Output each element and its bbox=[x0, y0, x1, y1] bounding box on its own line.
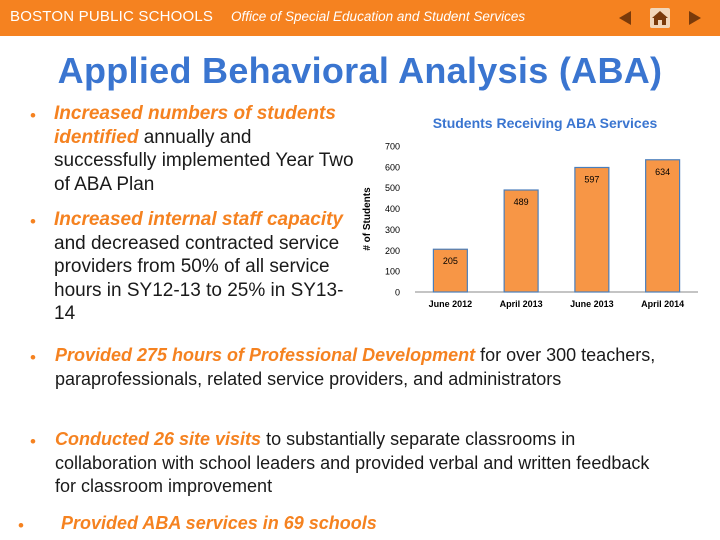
y-axis-label: # of Students bbox=[362, 187, 373, 251]
data-label: 489 bbox=[513, 197, 529, 208]
bullet-marker: • bbox=[30, 432, 36, 451]
bullet-text: annually and successfully implemented Year Two of ABA Plan bbox=[54, 126, 354, 195]
data-label: 634 bbox=[655, 166, 671, 177]
page-title: Applied Behavioral Analysis (ABA) bbox=[57, 50, 663, 91]
bullet-students-identified bbox=[54, 102, 354, 196]
bullet-highlight: Increased internal staff capacity bbox=[54, 209, 343, 230]
bullet-aba-services bbox=[61, 512, 681, 536]
bullet-highlight: Provided 275 hours of Professional Development bbox=[55, 345, 476, 365]
bullet-professional-development bbox=[55, 344, 675, 391]
header-bar bbox=[0, 0, 720, 36]
bullet-text: to substantially separate classrooms in collaboration with school leaders and provided verbal and written feedback for classroom improvement bbox=[55, 429, 650, 496]
org-name: BOSTON PUBLIC SCHOOLS bbox=[10, 8, 214, 25]
y-tick-label: 500 bbox=[384, 183, 400, 194]
y-tick-label: 300 bbox=[384, 224, 400, 235]
x-tick-label: June 2013 bbox=[570, 299, 614, 309]
prev-arrow-icon[interactable] bbox=[612, 5, 638, 31]
aba-students-bar-chart bbox=[356, 136, 706, 316]
y-tick-label: 0 bbox=[394, 287, 400, 298]
next-arrow-icon[interactable] bbox=[682, 5, 708, 31]
bullet-staff-capacity bbox=[54, 208, 354, 326]
x-tick-label: April 2014 bbox=[641, 299, 685, 309]
bullet-text: and decreased contracted service providers from 50% of all service hours in SY12-13 to 25% in SY13-14 bbox=[54, 232, 344, 324]
bullet-highlight: Increased numbers of students identified bbox=[54, 103, 336, 148]
bullet-marker: • bbox=[18, 516, 24, 535]
bullet-highlight: Conducted 26 site visits bbox=[55, 429, 262, 449]
bullet-site-visits bbox=[55, 428, 675, 499]
department-name: Office of Special Education and Student Services bbox=[231, 9, 526, 24]
y-tick-label: 100 bbox=[384, 266, 400, 277]
x-tick-label: June 2012 bbox=[428, 299, 473, 309]
bullet-marker: • bbox=[30, 106, 36, 125]
bullet-marker: • bbox=[30, 348, 36, 367]
bar-june-2013 bbox=[575, 167, 609, 292]
data-label: 205 bbox=[442, 256, 458, 267]
y-tick-label: 400 bbox=[384, 204, 400, 215]
data-label: 597 bbox=[584, 174, 600, 185]
bullet-text: for over 300 teachers, paraprofessionals, related service providers, and administrators bbox=[55, 345, 656, 389]
y-tick-label: 600 bbox=[384, 162, 400, 173]
chart-title: Students Receiving ABA Services bbox=[432, 115, 658, 131]
bullet-marker: • bbox=[30, 212, 36, 231]
y-tick-label: 700 bbox=[384, 141, 400, 152]
y-tick-label: 200 bbox=[384, 245, 400, 256]
bar-april-2014 bbox=[646, 160, 680, 292]
bullet-highlight: Provided ABA services in 69 schools bbox=[61, 513, 377, 533]
x-tick-label: April 2013 bbox=[499, 299, 543, 309]
home-icon[interactable] bbox=[647, 5, 673, 31]
